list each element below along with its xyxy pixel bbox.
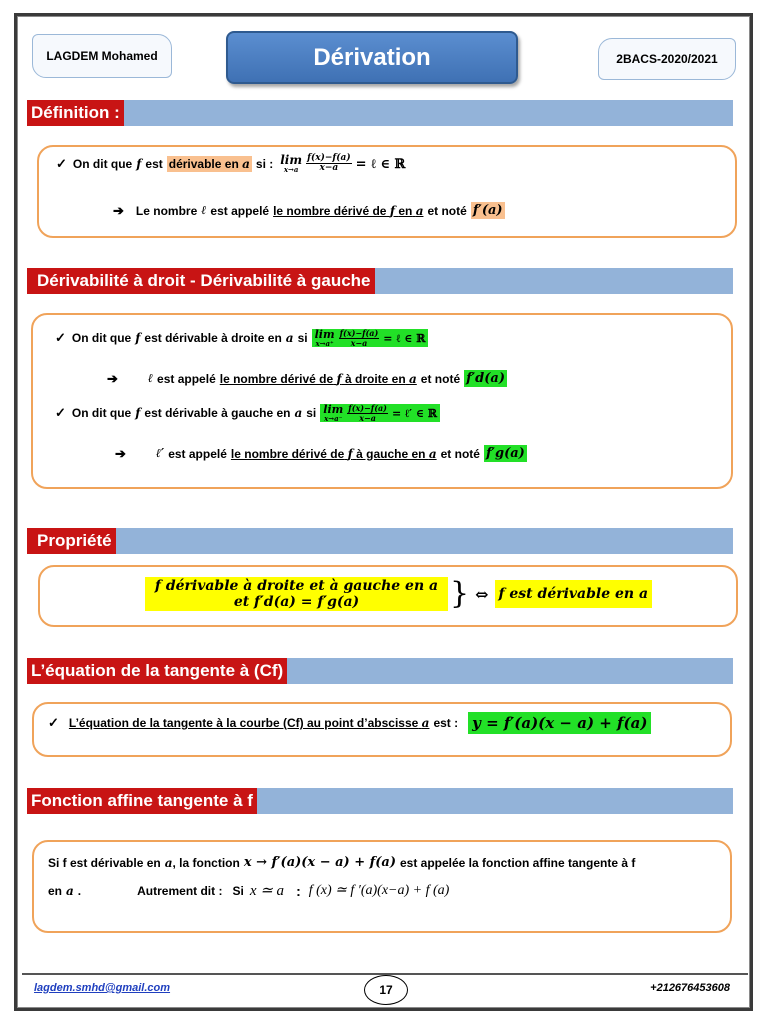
tangent-equation: y = f′(a)(x − a) + f(a): [468, 712, 651, 734]
property-right-side: f est dérivable en a: [495, 580, 653, 608]
brace-symbol: }: [450, 576, 470, 611]
page-title: Dérivation: [313, 43, 431, 71]
section-tangent-bar: [27, 658, 733, 684]
right-arrow-icon: ➔: [113, 202, 124, 218]
section-definition-title: Définition :: [27, 100, 124, 126]
affine-expression: x → f′(a)(x − a) + f(a): [243, 855, 396, 870]
author-banner: [32, 34, 172, 78]
check-mark-icon: ✓: [48, 715, 59, 730]
section-property-title: Propriété: [27, 528, 116, 554]
definition-line-1: ✓ On dit que f est dérivable en a si : lim x→a $\frac{f(x)-f(a)}{x-a}$ = ℓ ∈ ℝ: [56, 154, 408, 174]
class-banner: [598, 38, 736, 80]
tangent-line: ✓ L’équation de la tangente à la courbe (Cf) au point d’abscisse a est : y = f′(a)(x − a) + f(a): [48, 712, 651, 734]
phone-number: +212676453608: [650, 982, 730, 994]
lateral-left-line-1: ✓ On dit que f est dérivable à gauche en a si lim x→a⁻ $\frac{f(x)-f(a)}{x-a}$ = ℓ′ ∈ ℝ: [55, 404, 440, 422]
affine-line-1: Si f est dérivable en a , la fonction x → f′(a)(x − a) + f(a) est appelée la fonction affine tangente à f: [48, 855, 636, 870]
class-year: 2BACS-2020/2021: [616, 52, 718, 66]
property-left-side: f dérivable à droite et à gauche en a et f′d(a) = f′g(a): [145, 577, 448, 611]
title-banner: [226, 31, 518, 84]
equivalence-symbol: ⇔: [475, 584, 489, 604]
right-limit: lim x→a⁺ $\frac{f(x)-f(a)}{x-a}$ = ℓ ∈ ℝ: [312, 329, 429, 347]
highlight-derivable: dérivable en a: [168, 156, 250, 171]
section-tangent-title: L’équation de la tangente à (Cf): [27, 658, 287, 684]
approx-condition: x ≃ a: [249, 883, 285, 899]
underlined-term: L’équation de la tangente à la courbe (Cf) au point d’abscisse a: [68, 716, 430, 730]
section-definition-bar: [27, 100, 733, 126]
check-mark-icon: ✓: [55, 405, 66, 420]
page-number: 17: [364, 975, 408, 1005]
check-mark-icon: ✓: [55, 330, 66, 345]
section-property-bar: [27, 528, 733, 554]
check-mark-icon: ✓: [56, 155, 67, 171]
lateral-left-line-2: ➔ ℓ′ est appelé le nombre dérivé de f à gauche en a et noté f′g(a): [115, 445, 525, 461]
lateral-right-line-1: ✓ On dit que f est dérivable à droite en a si lim x→a⁺ $\frac{f(x)-f(a)}{x-a}$ = ℓ ∈ ℝ: [55, 329, 428, 347]
section-lateral-bar: [27, 268, 733, 294]
right-arrow-icon: ➔: [107, 370, 118, 386]
email-link[interactable]: lagdem.smhd@gmail.com: [34, 982, 171, 994]
approx-formula: f (x) ≃ f ′(a)(x−a) + f (a): [308, 883, 450, 898]
section-affine-title: Fonction affine tangente à f: [27, 788, 257, 814]
fprime-notation: f′(a): [472, 203, 503, 218]
fg-notation: f′g(a): [485, 446, 525, 461]
left-limit: lim x→a⁻ $\frac{f(x)-f(a)}{x-a}$ = ℓ′ ∈ ℝ: [320, 404, 440, 422]
section-lateral-title: Dérivabilité à droit - Dérivabilité à gauche: [27, 268, 375, 294]
underlined-term: le nombre dérivé de f à droite en a: [219, 371, 417, 386]
definition-limit: lim x→a $\frac{f(x)-f(a)}{x-a}$ = ℓ ∈ ℝ: [280, 153, 406, 175]
fd-notation: f′d(a): [466, 371, 505, 386]
section-affine-bar: [27, 788, 733, 814]
underlined-term: le nombre dérivé de f à gauche en a: [230, 446, 437, 461]
definition-line-2: ➔ Le nombre ℓ est appelé le nombre dérivé de f en a et noté f′(a): [113, 202, 503, 218]
affine-line-2: en a . Autrement dit : Si x ≃ a : f (x) ≃ f ′(a)(x−a) + f (a): [48, 882, 450, 899]
lateral-right-line-2: ➔ ℓ est appelé le nombre dérivé de f à droite en a et noté f′d(a): [107, 370, 505, 386]
author-name: LAGDEM Mohamed: [46, 49, 158, 63]
right-arrow-icon: ➔: [115, 445, 126, 461]
underlined-term: le nombre dérivé de f en a: [273, 203, 424, 218]
property-statement: [145, 573, 652, 615]
